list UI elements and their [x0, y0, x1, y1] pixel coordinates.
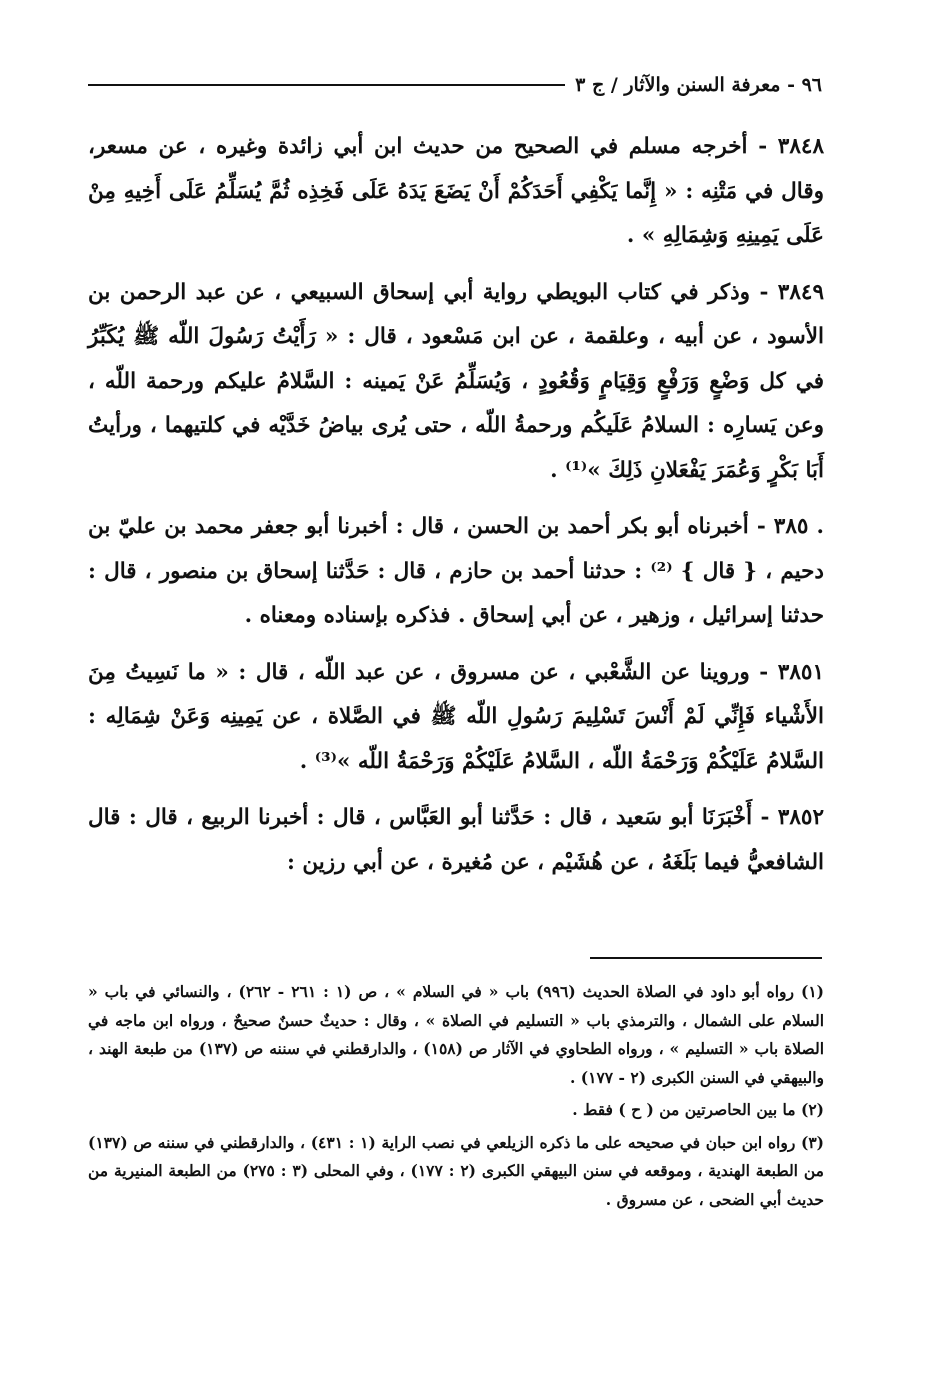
main-text [88, 125, 824, 885]
hadith-3852: ٣٨٥٢ - أَخْبَرَنَا أبو سَعيد ، قال : حَدَّثنا أبو العَبَّاس ، قال : أخبرنا الربيع ، قال : قال الشافعيُّ فيما بَلَغَهُ ، عن هُشَيْم ، عن مُغيرة ، عن أبي رزين : [88, 805, 824, 875]
footnotes [88, 978, 824, 1218]
hadith-3848: ٣٨٤٨ - أخرجه مسلم في الصحيح من حديث ابن أبي زائدة وغيره ، عن مسعر، وقال في مَتْنِه : « إِنَّما يَكْفِي أَحَدَكُمْ أَنْ يَضَعَ يَدَهُ عَلَى فَخِذِه ثُمَّ يُسَلِّمُ عَلَى أَخِيهِ مِنْ عَلَى يَمِينِهِ وَشِمَالِهِ » . [88, 134, 824, 248]
footnote-separator [590, 957, 822, 959]
footnote-3: (٣) رواه ابن حبان في صحيحه على ما ذكره الزيلعي في نصب الراية (١ : ٤٣١) ، والدارقطني في سننه ص (١٣٧) من الطبعة الهندية ، وموقعه في سنن البيهقي الكبرى (٢ : ١٧٧) ، وفي المحلى (٣ : ٢٧٥) من الطبعة المنيرية من حديث أبي الضحى ، عن مسروق . [88, 1132, 824, 1209]
hadith-3850: . ٣٨٥ - أخبرناه أبو بكر أحمد بن الحسن ، قال : أخبرنا أبو جعفر محمد بن عليّ بن دحيم ، { قال } ⁽²⁾ : حدثنا أحمد بن حازم ، قال : حَدَّثنا إسحاق بن منصور ، قال : حدثنا إسرائيل ، وزهير ، عن أبي إسحاق . فذكره بإسناده ومعناه . [88, 514, 824, 628]
header-rule [88, 84, 565, 86]
hadith-3851: ٣٨٥١ - وروينا عن الشَّعْبي ، عن مسروق ، عن عبد اللّه ، قال : « ما نَسِيتُ مِنَ الأَشْياء فَإِنِّي لَمْ أَنْسَ تَسْلِيمَ رَسُولِ اللّه ﷺ في الصَّلاة ، عن يَمِينِه وَعَنْ شِمَالِه : السَّلامُ عَلَيْكُمْ وَرَحْمَةُ اللّه ، السَّلامُ عَلَيْكُمْ وَرَحْمَةُ اللّه »⁽³⁾ . [88, 659, 824, 774]
running-title: ٩٦ - معرفة السنن والآثار / ج ٣ [575, 74, 822, 96]
page-header [88, 70, 822, 100]
hadith-3849: ٣٨٤٩ - وذكر في كتاب البويطي رواية أبي إسحاق السبيعي ، عن عبد الرحمن بن الأسود ، عن أبيه ، وعلقمة ، عن ابن مَسْعود ، قال : « رَأَيْتُ رَسُولَ اللّه ﷺ يُكَبِّرُ في كل وَضْعٍ وَرَفْعٍ وَقِيَامٍ وَقُعُودٍ ، وَيُسَلِّمُ عَنْ يَمينه : السَّلامُ عليكم ورحمة اللّه ، وعن يَسارِه : السلامُ عَلَيكُم ورحمةُ اللّه ، حتى يُرى بياضُ خَدَّيْه في كلتيهما ، ورأيتُ أَبَا بَكْرٍ وَعُمَرَ يَفْعَلانِ ذَلِكَ »⁽¹⁾ . [88, 279, 824, 483]
footnote-1: (١) رواه أبو داود في الصلاة الحديث (٩٩٦) باب « في السلام » ، ص (١ : ٢٦١ - ٢٦٢) ، والنسائي في باب « السلام على الشمال ، والترمذي باب « التسليم في الصلاة » ، وقال : حديثٌ حسنٌ صحيحٌ ، ورواه ابن ماجه في الصلاة باب « التسليم » ، ورواه الطحاوي في الآثار ص (١٥٨) ، والدارقطني في سننه ص (١٣٧) من طبعة الهند ، والبيهقي في السنن الكبرى (٢ - ١٧٧) . [88, 982, 825, 1087]
footnote-2: (٢) ما بين الحاصرتين من ( ح ) فقط . [572, 1100, 824, 1119]
